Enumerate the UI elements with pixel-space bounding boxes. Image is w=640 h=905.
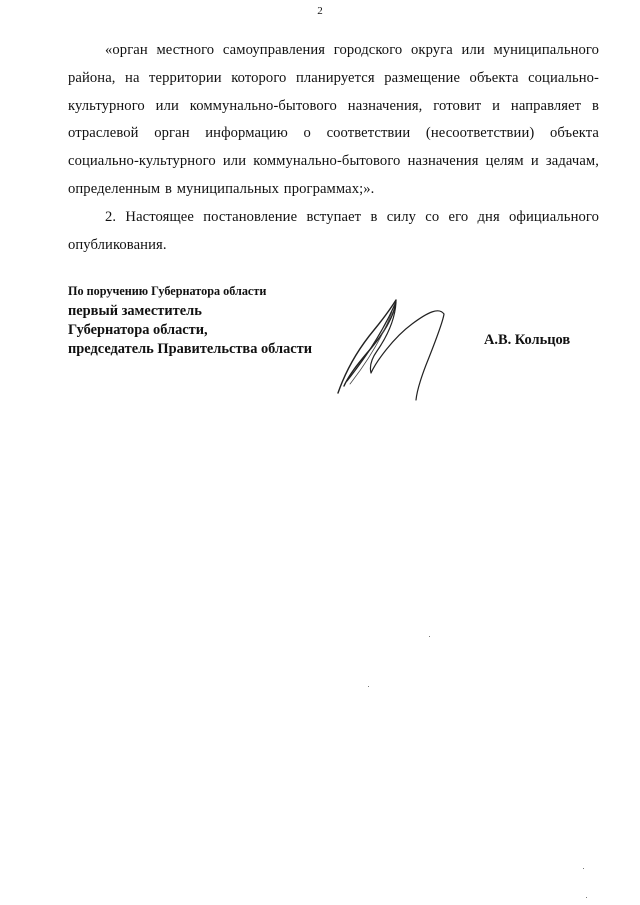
signature-mandate: По поручению Губернатора области — [68, 284, 267, 298]
paragraph-program-information: «орган местного самоуправления городского округа или муниципального района, на территории которого планируется размещение объекта социально-культурного или коммунально-бытового назначения, готовит и направляет в отраслевой орган информацию о соответствии (несоответствии) объекта социально-культурного или коммунально-бытового назначения целям и задачам, определенным в муниципальных программах;». — [68, 42, 599, 197]
scan-speck — [586, 897, 587, 898]
scan-speck — [368, 686, 369, 687]
document-body — [68, 37, 599, 259]
signature-position-line-2: Губернатора области, — [68, 321, 208, 338]
page-number: 2 — [317, 5, 323, 17]
paragraph-entry-into-force: 2. Настоящее постановление вступает в силу со его дня официального опубликования. — [68, 208, 599, 253]
signature-position-line-3: председатель Правительства области — [68, 340, 313, 357]
scan-speck — [583, 868, 584, 869]
handwritten-signature — [320, 290, 480, 410]
scan-speck — [429, 636, 430, 637]
signature-position-line-1: первый заместитель — [68, 302, 202, 319]
signer-name: А.В. Кольцов — [484, 332, 571, 348]
